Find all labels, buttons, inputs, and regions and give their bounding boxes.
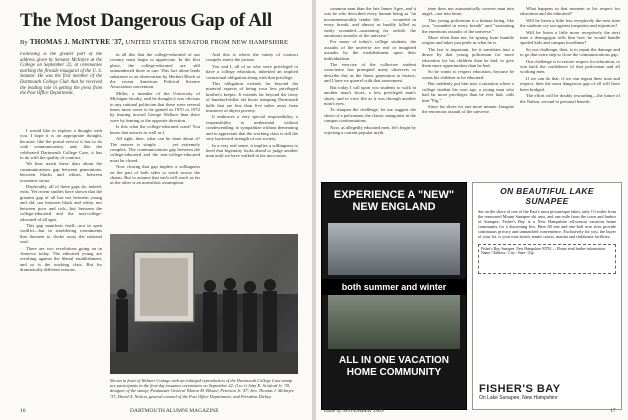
article-title: The Most Dangerous Gap of All xyxy=(20,10,272,31)
right-column-3 xyxy=(520,6,620,178)
paragraph: Our challenge is to restore respect for education, to win back the confidence of that policeman and all working men. xyxy=(520,58,620,75)
paragraph: Since his shoes for one more minute. Imagine the enormous assault of the universe. xyxy=(422,103,514,115)
byline-role: UNITED STATES SENATOR FROM NEW HAMPSHIRE xyxy=(125,39,289,46)
left-column-2 xyxy=(110,52,200,228)
paragraph: Is this what the college-educated want? You know that answer as well as I. xyxy=(110,124,200,135)
info-coupon[interactable]: Fisher's Bay, Sunapee, New Hampshire 03782 — Please send further information. Name / Address / City / State / Zip xyxy=(478,244,616,274)
winter-photo xyxy=(328,223,460,275)
left-column-3 xyxy=(206,52,298,228)
paragraph: I would like to explore a thought with you. I hope it is an appropriate thought, because, like the postal service it has to do with communication, and, like the celebrated Dartmouth College Case, it has to do with the quality of contract. xyxy=(20,128,102,161)
paragraph: Now, as allegedly educated men, let's begin by rejecting a current popular myth. xyxy=(324,124,416,135)
ceremony-photo xyxy=(110,234,298,374)
paragraph: Now closing that gap implies a willingness on the part of both sides to reach across the chasm. But to assume that each will reach as far as the other is an unrealistic assumption. xyxy=(110,164,200,186)
paragraph: For many of today's college students, the assaults of the universe are real or imagined assaults by the establishment upon their individualism. xyxy=(324,39,416,61)
byline xyxy=(20,38,288,46)
paragraph: common man than the late James Agee, and it was he who described every human being as "an incommensurably tender life . . . wounded in every breath, and almost as hardily killed as easily wounded—sustaining for awhile, the enormous assaults of the universe." xyxy=(324,6,416,39)
right-column-1 xyxy=(324,6,416,178)
logo-subtitle: On Lake Sunapee, New Hampshire xyxy=(479,395,558,401)
right-folio: 17 xyxy=(610,408,616,414)
photo-caption: Shown in front of Webster Cottage with an enlarged reproduction of the Dartmouth College Case stamp are participants in the first-day issuance ceremonies on September 22: (l to r) John K. Scotford Jr. '39, designer of the stamp; Postmaster General Winton M. Blount; Peterson Jr. '47; Sen. Thomas J. McIntyre '37; David A. Nelson, general counsel of the Post Office Department; and President Dickey. xyxy=(110,378,294,399)
paragraph: So he wants to respect education, because he wants his children to be educated. xyxy=(422,69,514,80)
new-england-ad-headline: EXPERIENCE A "NEW" NEW ENGLAND xyxy=(333,189,455,213)
paragraph: The effort will be doubly rewarding—the future of the Nation, second to personal benefit. xyxy=(520,93,620,104)
lake-sunapee-ad xyxy=(472,182,622,410)
vacation-home-band: ALL IN ONE VACATION HOME COMMUNITY xyxy=(339,355,449,378)
paragraph: What happens in that moment to his respect for education and the educated? xyxy=(520,6,620,17)
paragraph: You and I, all of us who were privileged to have a college education, inherited an implied contractual obligation along with that privilege. xyxy=(206,63,298,80)
paragraph: time does nor automatically convert man into angel—nor into beast. xyxy=(422,6,514,17)
lake-sunapee-body: Set on the shore of one of the East's most picturesque lakes, only 1½ miles from the renowned Mount Sunapee ski area, and one mile from the town and harbor of Sunapee, Fisher's Bay is a New Hampshire all-season vacation home community for a discerning few. Here 60 one and one-half acre sites provide continuous privacy and unmatched convenience. Exclusively for you, the buyer of your lot, is your own beach, tennis courts, marina and clubhouse facilities. xyxy=(478,209,616,240)
paragraph: In a very real sense, it implies a willingness to heed that Ingenuity looks ahead to judge another man until we have walked in his moccasins. xyxy=(206,142,298,159)
paragraph: Miller, a member of the University of Michigan faculty, said he thought it was obvious to any rational politician that there were several times more votes to be gained in 1970 or 1972 by leaning toward George Wallace than there were by leaning to the opposite direction. xyxy=(110,90,200,123)
paragraph: in all this that the college-educated of our country must begin to appreciate. In the first place, the college-educated are still outnumbered three to one. This fact alone lends substance to an observation by Herbert Block at the recent American Political Science Association convention. xyxy=(110,52,200,90)
right-column-2 xyxy=(422,6,514,178)
byline-name: THOMAS J. McINTYRE '37, xyxy=(29,38,124,46)
byline-by: By xyxy=(20,39,28,46)
paragraph: And this is where the vanity of contract compels enters the picture. xyxy=(206,52,298,63)
paragraph: The exercise of the collective student conscience has prompted many observers to describe this as the finest generation in history, and I have no quarrel with that assessment. xyxy=(324,62,416,84)
paragraph: It embraces a very special responsibility, a responsibility to understand without condescending, to sympathize without demeaning and to appreciate that the working class is still the very backward strength of our society. xyxy=(206,114,298,142)
paragraph: This young policeman is a human being, like you, "wounded in every breath" and "sustaining the enormous assaults of the universe." xyxy=(422,17,514,34)
lake-sunapee-headline: ON BEAUTIFUL LAKE SUNAPEE xyxy=(500,186,594,206)
intro-paragraph: Following is the greater part of the address given by Senator McIntyre at the College on September 22, at ceremonies marking the fireside inaugural of the U. S. Senator. He was the first member of the Dartmouth College Club that he received the leading role in getting the press from the Post Office Department. xyxy=(20,52,102,97)
paragraph: More often than not, he sprang from humble origins and takes just pride in what he is. xyxy=(422,35,514,46)
paragraph: But today I call upon you students to walk in another man's shoes, a less privileged man's shoes, and to view life as it was through another man's eyes. xyxy=(324,84,416,106)
magazine-name: DARTMOUTH ALUMNI MAGAZINE xyxy=(130,408,219,414)
paragraph: To sharpen the challenge, let me suggest the shoes of a policeman, the classic antagonist in the campus confrontations. xyxy=(324,107,416,124)
paragraph: All right, then, what can be done about it? The answer is simple . . . yet extremely complex. The communications gap between the college-educated and the non-college-educated must be closed. xyxy=(110,136,200,163)
logo-name: FISHER'S BAY xyxy=(479,383,561,395)
fishers-bay-logo xyxy=(479,383,561,401)
paragraph: Will he listen a little more receptively the next time a demagogue tells him how he would handle spoiled kids and campus hoodlums? xyxy=(520,29,620,46)
paragraph: This gap manifests itself—not in open conflict—but in smoldering resentments that threaten to choke away the national soul. xyxy=(20,222,102,245)
summer-photo xyxy=(328,295,460,349)
paragraph: This obligation extends far beyond the material aspects of being your less privileged brother's keeper. It extends far beyond the irony of hundred-dollar ski boots tramping Dartmouth halls that are less than five miles away from instances of abject poverty. xyxy=(206,81,298,114)
new-england-ad xyxy=(321,182,467,410)
left-column-1 xyxy=(20,128,102,396)
right-page xyxy=(316,0,628,420)
left-folio: 16 xyxy=(20,408,26,414)
summer-winter-band: both summer and winter xyxy=(322,279,466,295)
left-page xyxy=(0,0,312,420)
paragraph: So our challenge, then, is to repair the damage and to go that extra step to close the communications gap. xyxy=(520,46,620,58)
paragraph: There are two revolutions going on in America today. The educated young are revolting against the liberal establishment, and so is the working class. But for dramatically different reasons. xyxy=(20,245,102,273)
photo-figures xyxy=(110,234,298,374)
issue-date: Issue of NOVEMBER 1969 xyxy=(324,408,384,414)
paragraph: If we can do that, if we can regain their trust and respect, then the most dangerous gap of all will have been bridged. xyxy=(520,75,620,92)
paragraph: Will he listen a little less receptively the next time the students cry out against inequities and injustices? xyxy=(520,17,620,29)
paragraph: The last is important, for it translates into a desire by that young policeman for more education for his children than he had, to give them more opportunities than he had. xyxy=(422,46,514,69)
paragraph: But suddenly put him into a situation where a college student his own age, a young man who had far more privileges than he ever had, calls him "Pig." xyxy=(422,81,514,103)
paragraph: We hear much these days about the communications gap between generations, between blacks and whites, between economic strata. xyxy=(20,161,102,183)
paragraph: Deplorably, all of these gaps do, indeed, exist. Yet recent studies have shown that the greatest gap of all has not between young and old, nor between black and white, nor between poor and rich—but between the college-educated and the non-college-educated of all ages. xyxy=(20,184,102,222)
